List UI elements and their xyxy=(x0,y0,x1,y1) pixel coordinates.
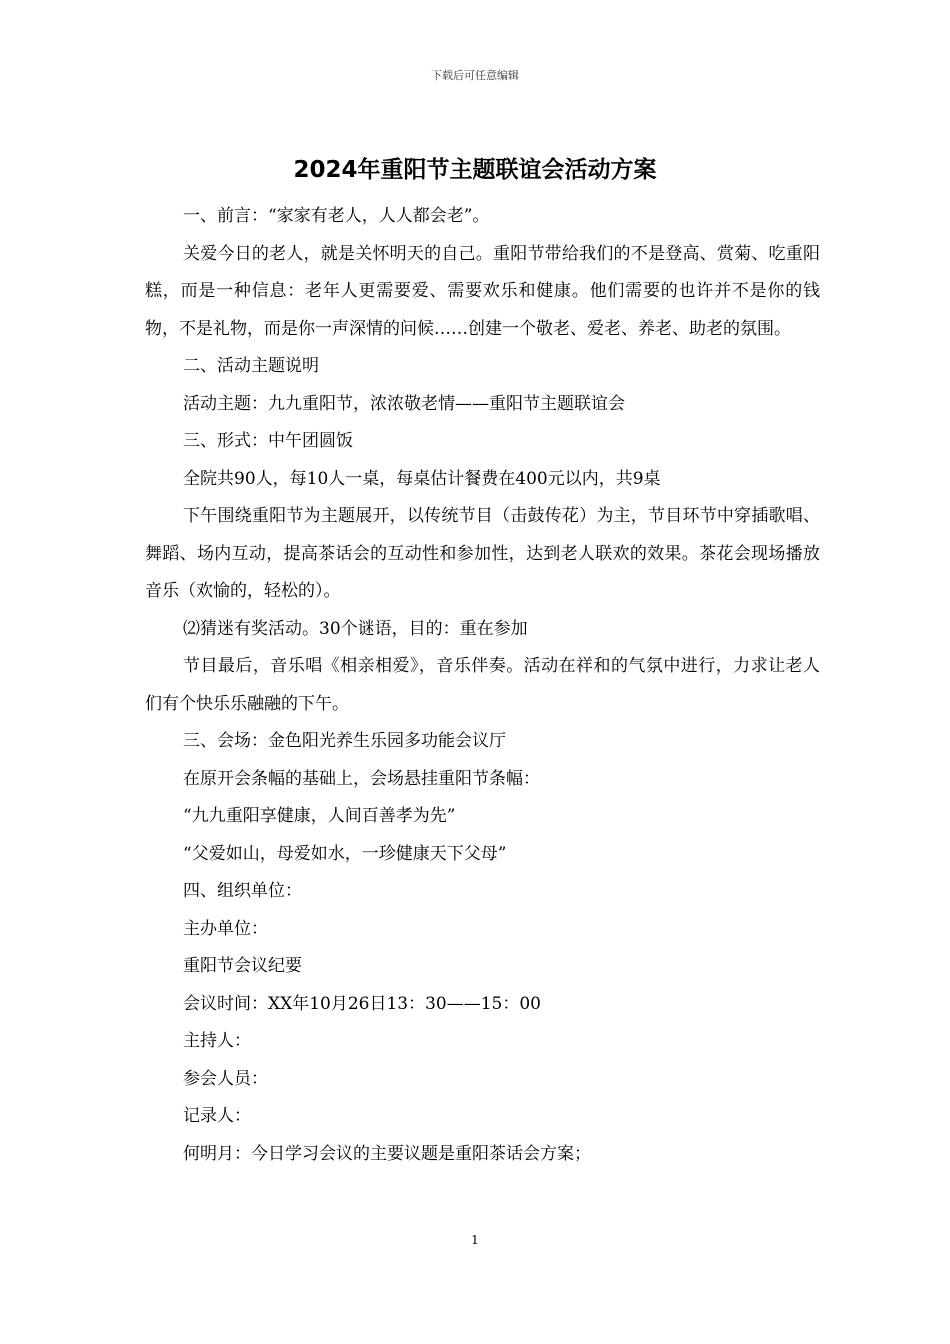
paragraph-banner: 在原开会条幅的基础上，会场悬挂重阳节条幅： xyxy=(183,768,540,789)
paragraph-riddles: ⑵猜迷有奖活动。30个谜语，目的：重在参加 xyxy=(183,618,528,639)
paragraph-host: 主持人： xyxy=(183,1031,251,1051)
paragraph-venue-heading: 三、会场：金色阳光养生乐园多功能会议厅 xyxy=(183,731,506,751)
paragraph-dinner: 全院共90人，每10人一桌，每桌估计餐费在400元以内，共9桌 xyxy=(183,468,661,489)
paragraph-attendees: 参会人员： xyxy=(183,1068,268,1089)
document-body xyxy=(145,198,820,1173)
paragraph-banner-slogan-2: “父爱如山，母爱如水，一珍健康天下父母” xyxy=(183,843,507,864)
paragraph-preface: 一、前言：“家家有老人，人人都会老”。 xyxy=(183,206,490,226)
paragraph-theme: 活动主题：九九重阳节，浓浓敬老情——重阳节主题联谊会 xyxy=(183,393,625,414)
paragraph-intro: 关爱今日的老人，就是关怀明天的自己。重阳节带给我们的不是登高、赏菊、吃重阳糕，而是一种信息：老年人更需要爱、需要欢乐和健康。他们需要的也许并不是你的钱物，不是礼物，而是你一声深情的问候……创建一个敬老、爱老、养老、助老的氛围。 xyxy=(145,243,820,339)
paragraph-banner-slogan-1: “九九重阳享健康，人间百善孝为先” xyxy=(183,806,456,826)
paragraph-host-unit: 主办单位： xyxy=(183,918,268,939)
document-title: 2024年重阳节主题联谊会活动方案 xyxy=(293,157,657,183)
paragraph-theme-heading: 二、活动主题说明 xyxy=(183,356,319,376)
header-note: 下载后可任意编辑 xyxy=(431,69,519,82)
page-number: 1 xyxy=(471,1233,479,1247)
paragraph-recorder: 记录人： xyxy=(183,1106,251,1126)
paragraph-meeting-time: 会议时间：XX年10月26日13：30——15：00 xyxy=(183,993,541,1014)
paragraph-form-heading: 三、形式：中午团圆饭 xyxy=(183,431,353,451)
paragraph-finale: 节目最后，音乐唱《相亲相爱》，音乐伴奏。活动在祥和的气氛中进行，力求让老人们有个快乐乐融融的下午。 xyxy=(145,656,820,714)
paragraph-organizer-heading: 四、组织单位： xyxy=(183,881,302,901)
paragraph-afternoon: 下午围绕重阳节为主题展开，以传统节目（击鼓传花）为主，节目环节中穿插歌唱、舞蹈、场内互动，提高茶话会的互动性和参加性，达到老人联欢的效果。茶花会现场播放音乐（欢愉的，轻松的）。 xyxy=(145,506,820,601)
paragraph-minutes-title: 重阳节会议纪要 xyxy=(183,956,302,976)
paragraph-agenda: 何明月：今日学习会议的主要议题是重阳茶话会方案； xyxy=(183,1143,591,1164)
